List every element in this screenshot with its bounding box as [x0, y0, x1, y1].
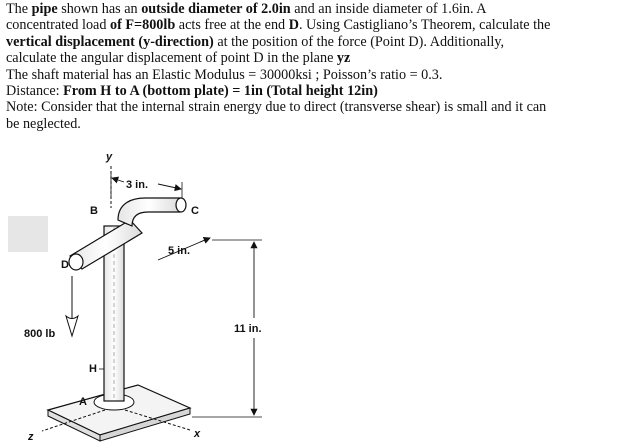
text-bold: yz [336, 50, 351, 67]
text: shown has an [57, 1, 142, 17]
problem-statement [6, 1, 620, 132]
z-axis-label: z [28, 431, 34, 443]
x-axis-label: x [194, 428, 201, 440]
load-arrow-head [66, 316, 78, 336]
point-h-label: H [89, 363, 97, 375]
problem-line-1 [6, 1, 620, 17]
load-label: 800 lb [24, 328, 56, 340]
dim-mid-arrow [200, 238, 210, 242]
point-c-label: C [191, 205, 199, 217]
pipe-figure [0, 148, 625, 448]
text-bold: pipe [31, 1, 58, 17]
dim-top-arrow-right [158, 184, 181, 189]
problem-line-7: Note: Consider that the internal strain energy due to direct (transverse shear) is small and it can [6, 99, 547, 116]
y-axis-label: y [106, 151, 113, 163]
text: Distance: [6, 83, 64, 100]
dim-top-arrow-left [112, 178, 124, 182]
elbow-b [118, 198, 180, 226]
text-bold: outside diameter of 2.0in [141, 1, 291, 17]
gray-patch [8, 216, 48, 252]
point-a-label: A [79, 396, 87, 408]
text: . Using Castigliano’s Theorem, calculate the [298, 17, 551, 34]
problem-line-6 [6, 83, 620, 99]
text: acts free at the end [175, 17, 289, 34]
pipe-end-d [69, 254, 83, 270]
text: at the position of the force (Point D). Additionally, [213, 33, 505, 50]
text: concentrated load [6, 17, 110, 34]
point-b-label: B [90, 205, 98, 217]
problem-line-4 [6, 50, 620, 66]
problem-line-2 [6, 17, 620, 33]
problem-line-8: be neglected. [6, 115, 81, 132]
text: and an inside diameter of 1.6in. A [290, 1, 487, 17]
problem-line-5: The shaft material has an Elastic Modulus = 30000ksi ; Poisson’s ratio = 0.3. [6, 66, 443, 83]
problem-line-3 [6, 34, 620, 50]
text-bold: D [288, 17, 299, 34]
text-bold: From H to A (bottom plate) = 1in (Total height 12in) [63, 83, 378, 100]
text: The [6, 1, 32, 17]
text-bold: vertical displacement (y-direction) [6, 33, 214, 50]
text-bold: of F=800lb [110, 17, 176, 34]
text: calculate the angular displacement of point D in the plane [6, 50, 337, 67]
dim-mid-label: 5 in. [168, 245, 191, 257]
pipe-end-c [176, 198, 186, 212]
point-d-label: D [61, 259, 69, 271]
dim-height-label: 11 in. [234, 323, 262, 335]
dim-top-label: 3 in. [126, 179, 149, 191]
